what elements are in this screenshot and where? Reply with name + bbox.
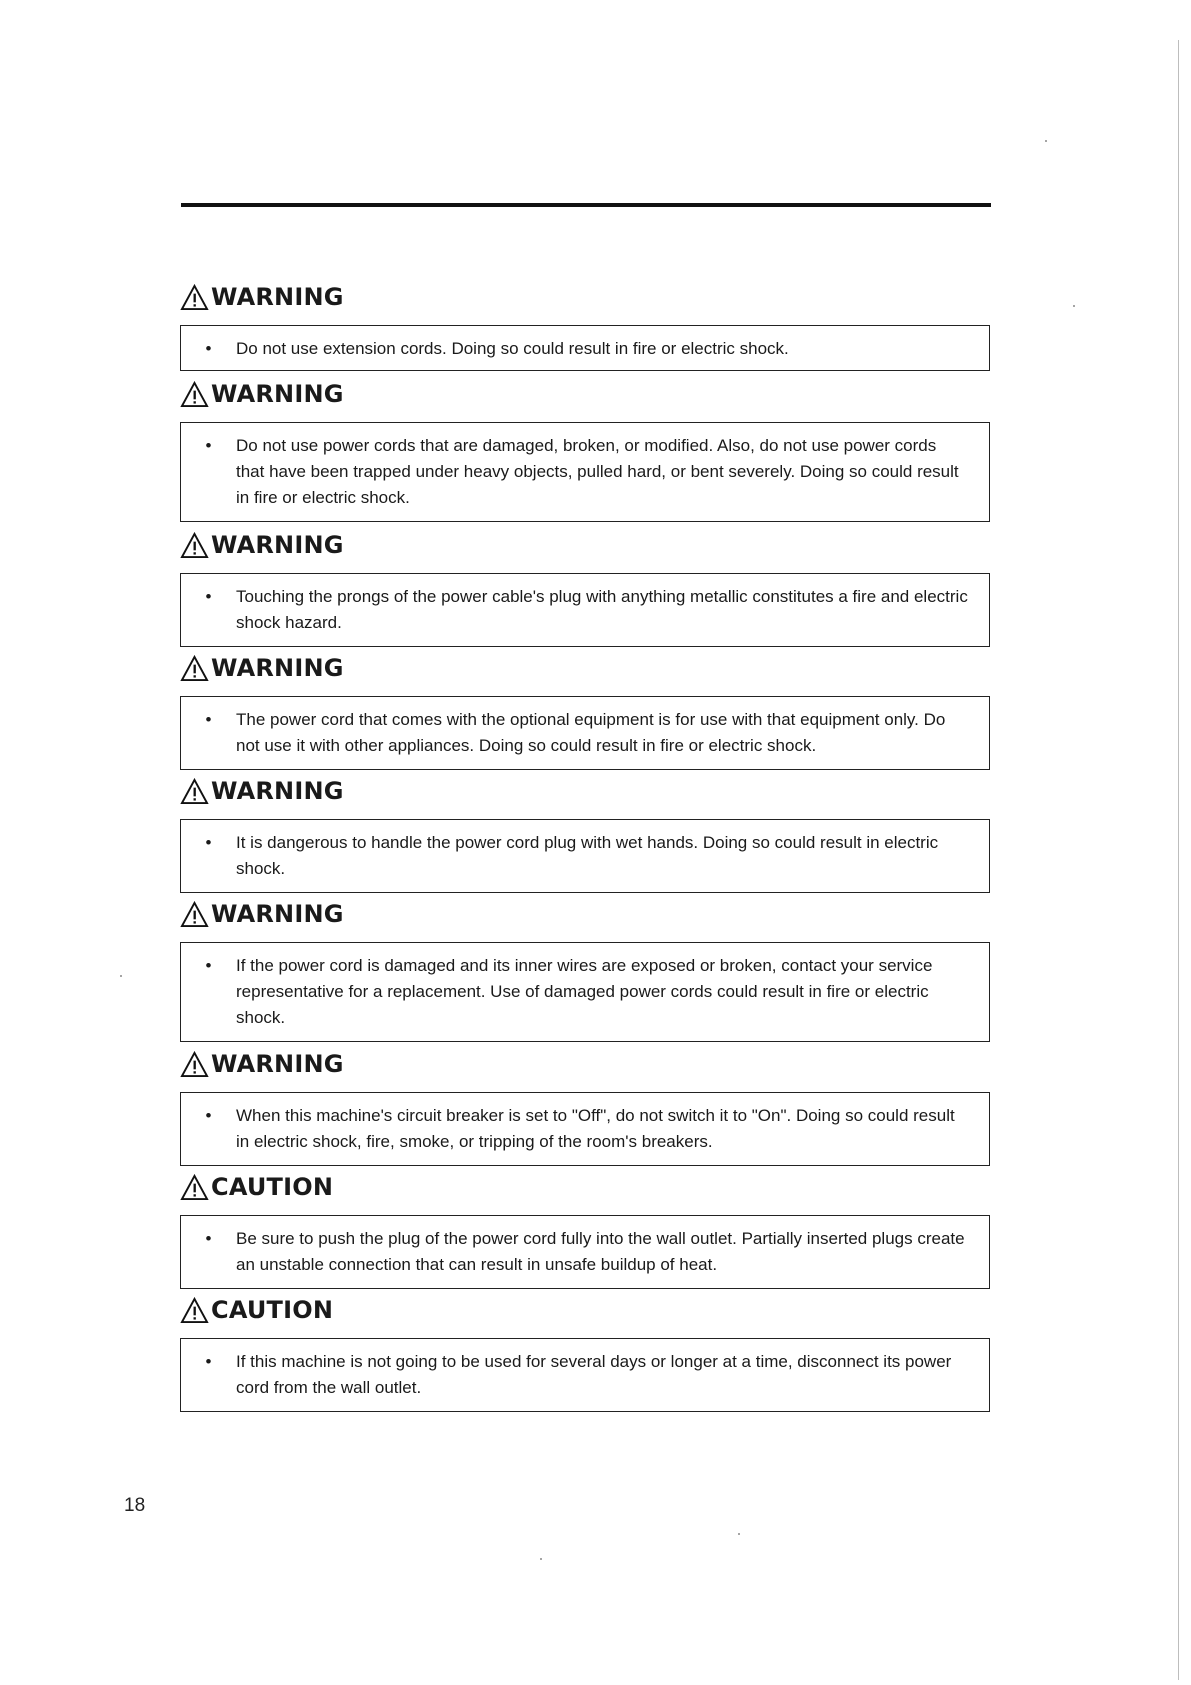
list-item [181, 1226, 969, 1278]
bullet-icon: • [205, 956, 212, 975]
notice-box [180, 942, 990, 1042]
list-item [181, 584, 969, 636]
notice-caution-plug-fully-inserted [180, 1170, 992, 1290]
warning-triangle-icon [180, 655, 209, 682]
notice-label: WARNING [211, 777, 344, 805]
notice-box [180, 1092, 990, 1166]
bullet-icon: • [205, 833, 212, 852]
notice-warning-exposed-wires [180, 897, 992, 1043]
notice-heading [180, 528, 992, 562]
scan-speck [1073, 305, 1075, 307]
page-edge-line [1178, 40, 1179, 1680]
notice-label: WARNING [211, 531, 344, 559]
notice-box [180, 1215, 990, 1289]
scan-speck [120, 975, 122, 977]
notice-label: CAUTION [211, 1296, 334, 1324]
notice-heading [180, 651, 992, 685]
notice-text: If the power cord is damaged and its inner wires are exposed or broken, contact your service representative for a replacement. Use of damaged power cords could result in fire or electric shock. [236, 956, 933, 1027]
notice-heading [180, 1293, 992, 1327]
bullet-icon: • [205, 436, 212, 455]
notice-text: Do not use power cords that are damaged, broken, or modified. Also, do not use power cords that have been trapped under heavy objects, pulled hard, or bent severely. Doing so could result in fire or electric shock. [236, 436, 959, 507]
list-item [181, 830, 969, 882]
list-item [181, 336, 969, 362]
list-item [181, 433, 969, 511]
warning-triangle-icon [180, 1297, 209, 1324]
notice-box [180, 1338, 990, 1412]
notice-warning-wet-hands [180, 774, 992, 894]
notice-text: When this machine's circuit breaker is set to "Off", do not switch it to "On". Doing so could result in electric shock, fire, smoke, or tripping of the room's breakers. [236, 1106, 955, 1151]
notice-warning-extension-cords [180, 280, 992, 372]
warning-triangle-icon [180, 284, 209, 311]
notice-caution-disconnect-unused [180, 1293, 992, 1413]
notice-heading [180, 774, 992, 808]
notice-text: Touching the prongs of the power cable's plug with anything metallic constitutes a fire and electric shock hazard. [236, 587, 968, 632]
warning-triangle-icon [180, 1051, 209, 1078]
header-rule [181, 203, 991, 207]
warning-triangle-icon [180, 381, 209, 408]
warning-triangle-icon [180, 532, 209, 559]
notice-text: If this machine is not going to be used for several days or longer at a time, disconnect its power cord from the wall outlet. [236, 1352, 952, 1397]
notice-box [180, 422, 990, 522]
notice-text: The power cord that comes with the optional equipment is for use with that equipment only. Do not use it with other appliances. Doing so could result in fire or electric shock. [236, 710, 946, 755]
notice-warning-metallic-prongs [180, 528, 992, 648]
notice-label: WARNING [211, 380, 344, 408]
bullet-icon: • [205, 710, 212, 729]
notice-heading [180, 377, 992, 411]
bullet-icon: • [205, 1352, 212, 1371]
bullet-icon: • [205, 339, 212, 358]
notice-warning-circuit-breaker [180, 1047, 992, 1167]
notice-label: WARNING [211, 283, 344, 311]
bullet-icon: • [205, 587, 212, 606]
notice-heading [180, 280, 992, 314]
bullet-icon: • [205, 1106, 212, 1125]
notice-text: Do not use extension cords. Doing so could result in fire or electric shock. [236, 339, 789, 358]
list-item [181, 953, 969, 1031]
notice-label: WARNING [211, 1050, 344, 1078]
scan-speck [540, 1558, 542, 1560]
notice-label: CAUTION [211, 1173, 334, 1201]
list-item [181, 707, 969, 759]
list-item [181, 1103, 969, 1155]
scan-speck [1045, 140, 1047, 142]
notice-text: It is dangerous to handle the power cord plug with wet hands. Doing so could result in electric shock. [236, 833, 939, 878]
notice-box [180, 819, 990, 893]
notice-heading [180, 1170, 992, 1204]
warning-triangle-icon [180, 1174, 209, 1201]
list-item [181, 1349, 969, 1401]
notice-box [180, 573, 990, 647]
notice-heading [180, 1047, 992, 1081]
notice-label: WARNING [211, 900, 344, 928]
notice-warning-damaged-cords [180, 377, 992, 523]
notice-heading [180, 897, 992, 931]
bullet-icon: • [205, 1229, 212, 1248]
notice-box [180, 696, 990, 770]
notice-label: WARNING [211, 654, 344, 682]
notice-text: Be sure to push the plug of the power cord fully into the wall outlet. Partially inserted plugs create an unstable connection that can result in unsafe buildup of heat. [236, 1229, 965, 1274]
warning-triangle-icon [180, 901, 209, 928]
page-number: 18 [124, 1495, 146, 1516]
scan-speck [738, 1533, 740, 1535]
warning-triangle-icon [180, 778, 209, 805]
notice-warning-optional-equipment-cord [180, 651, 992, 771]
notice-box [180, 325, 990, 371]
